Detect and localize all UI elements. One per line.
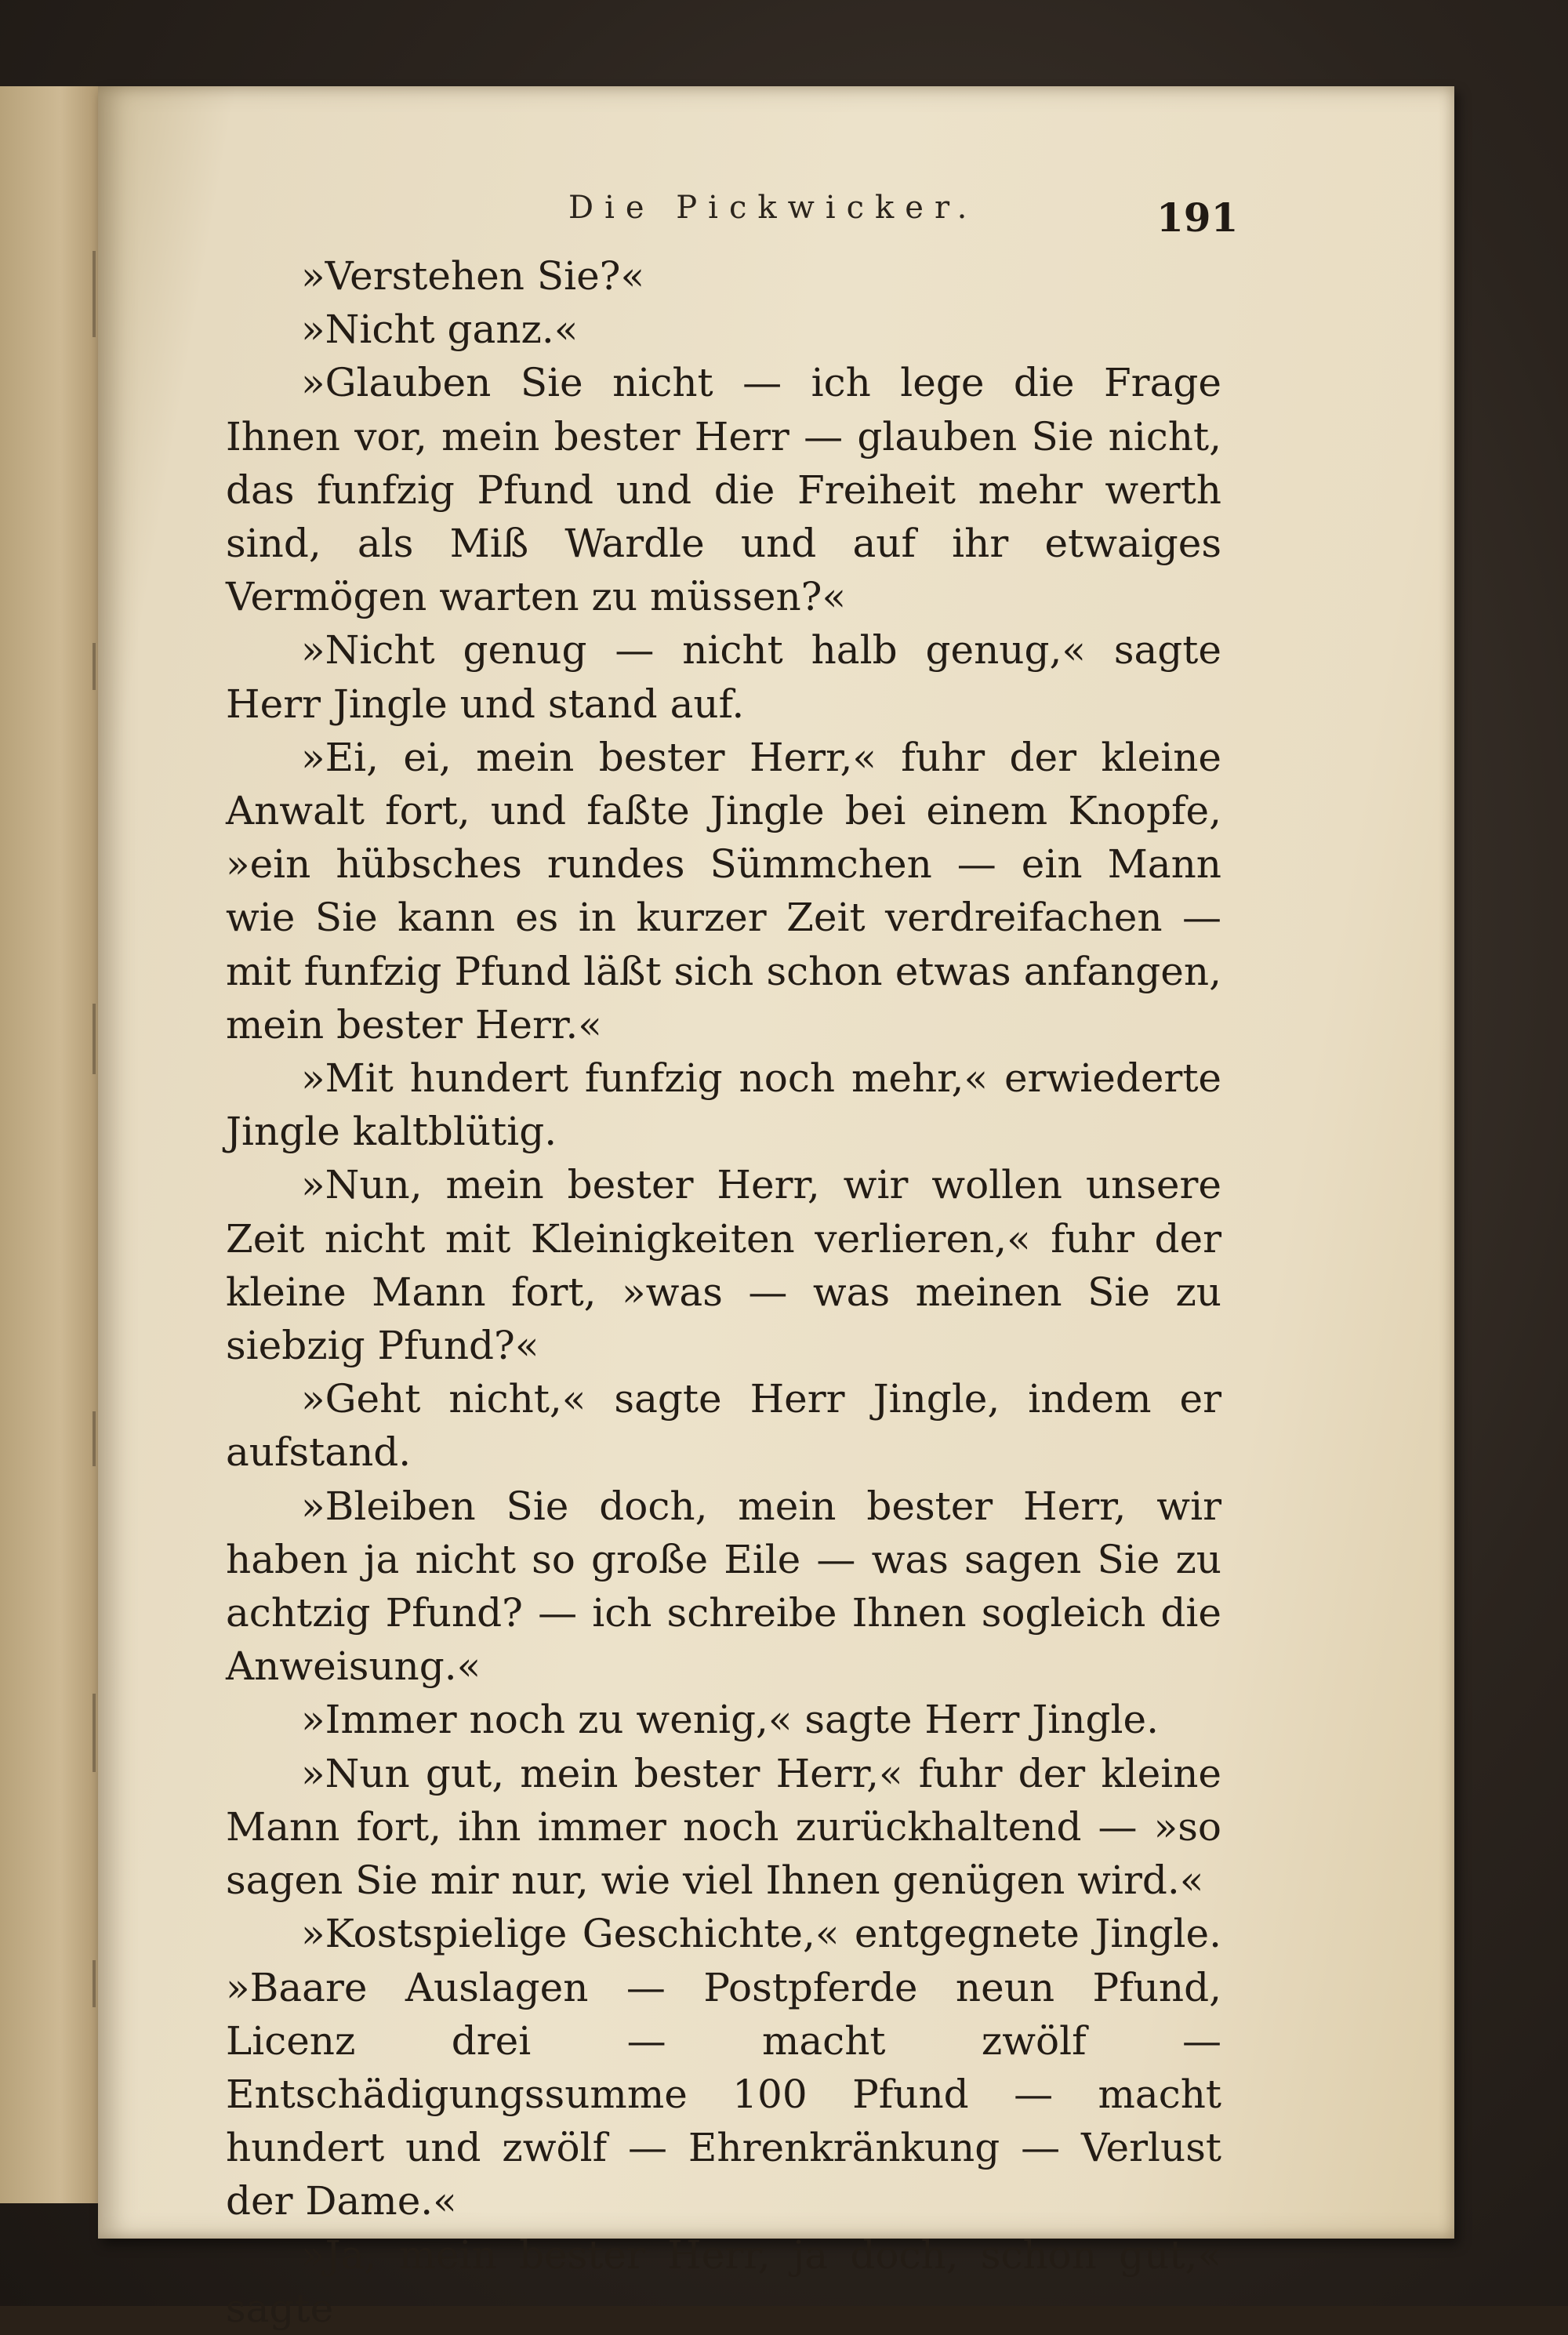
page-number: 191 [1156,194,1239,241]
paragraph: »Verstehen Sie?« [301,253,645,299]
paragraph: »Ja, mein bester Herr, ja doch, schon gut,« sagte [226,2232,1221,2331]
paragraph: »Mit hundert funfzig noch mehr,« erwiederte Jingle kaltblütig. [226,1055,1221,1155]
paragraph: »Bleiben Sie doch, mein bester Herr, wir haben ja nicht so große Eile — was sagen Sie zu achtzig Pfund? — ich schreibe Ihnen sogleich die Anweisung.« [226,1483,1221,1690]
paragraph: »Ei, ei, mein bester Herr,« fuhr der kleine Anwalt fort, und faßte Jingle bei einem Knopfe, »ein hübsches rundes Sümmchen — ein Mann wie Sie kann es in kurzer Zeit verdreifachen — mit funfzig Pfund läßt sich schon etwas anfangen, mein bester Herr.« [226,734,1221,1048]
paragraph: »Kostspielige Geschichte,« entgegnete Jingle. »Baare Auslagen — Postpferde neun Pfund, Licenz drei — macht zwölf — Entschädigungssumme 100 Pfund — macht hundert und zwölf — Ehrenkränkung — Verlust der Dame.« [226,1911,1221,2224]
paragraph: »Nun, mein bester Herr, wir wollen unsere Zeit nicht mit Kleinigkeiten verlieren,« fuhr der kleine Mann fort, »was — was meinen Sie zu siebzig Pfund?« [226,1162,1221,1369]
running-title: Die Pickwicker. [568,190,978,226]
paragraph: »Nun gut, mein bester Herr,« fuhr der kleine Mann fort, ihn immer noch zurückhaltend — »so sagen Sie mir nur, wie viel Ihnen genügen wird.« [226,1750,1221,1904]
paragraph: »Nicht ganz.« [301,307,579,353]
paragraph: »Immer noch zu wenig,« sagte Herr Jingle. [301,1697,1160,1743]
paragraph: »Geht nicht,« sagte Herr Jingle, indem er aufstand. [226,1376,1221,1476]
paragraph: »Glauben Sie nicht — ich lege die Frage Ihnen vor, mein bester Herr — glauben Sie nicht, das funfzig Pfund und die Freiheit mehr werth sind, als Miß Wardle und auf ihr etwaiges Vermögen warten zu müssen?« [226,360,1221,620]
paragraph: »Nicht genug — nicht halb genug,« sagte Herr Jingle und stand auf. [226,627,1221,727]
gutter-marks [85,235,116,2039]
body-text [226,249,1221,2335]
